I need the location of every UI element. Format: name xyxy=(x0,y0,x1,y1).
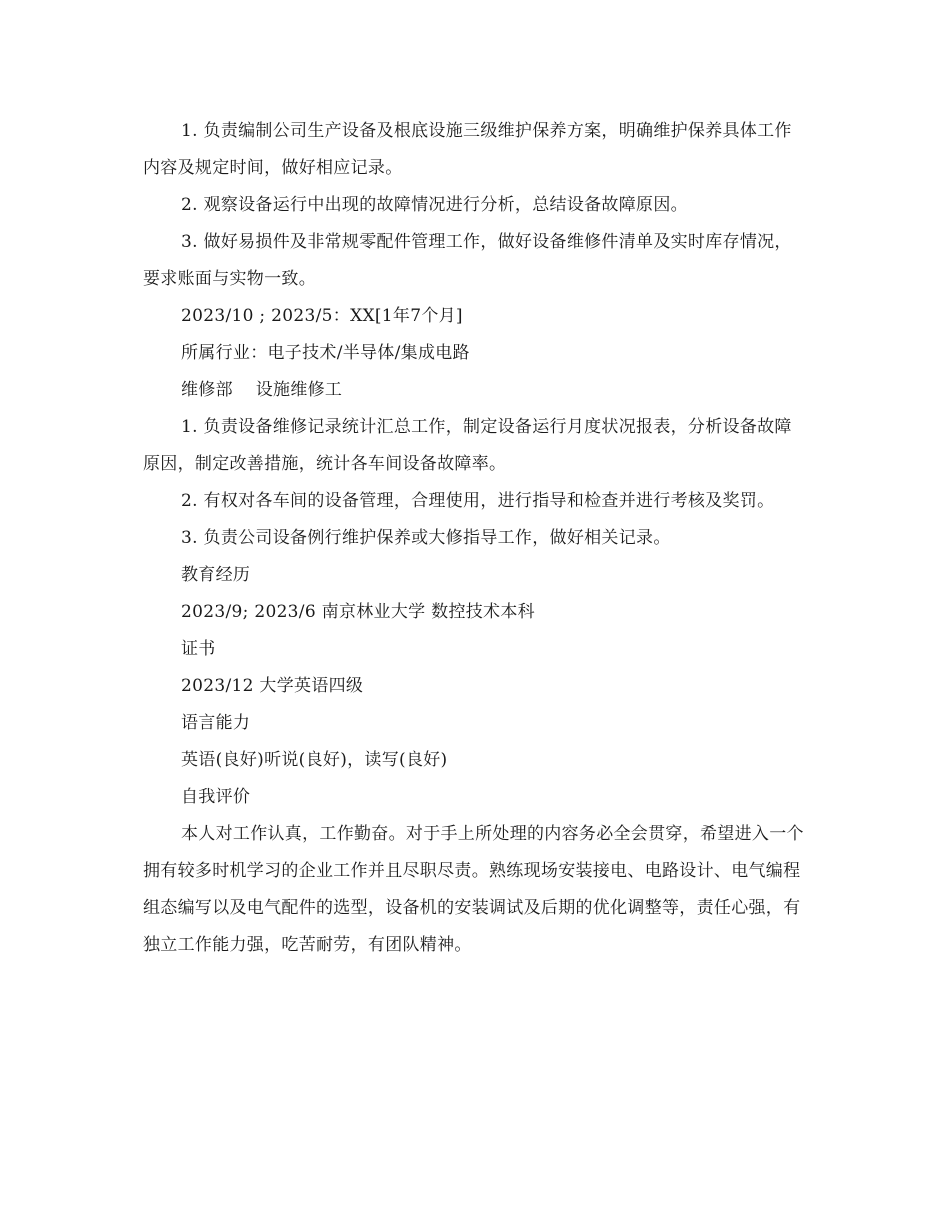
education-entry: 2023/9; 2023/6 南京林业大学 数控技术本科 xyxy=(181,602,535,622)
language-entry: 英语(良好)听说(良好)，读写(良好) xyxy=(181,750,448,770)
education-heading: 教育经历 xyxy=(181,565,251,585)
industry-line: 所属行业：电子技术/半导体/集成电路 xyxy=(181,343,470,363)
maintenance-duty-3: 3. 负责公司设备例行维护保养或大修指导工作，做好相关记录。 xyxy=(181,528,671,548)
duty-item-3: 3. 做好易损件及非常规零配件管理工作，做好设备维修件清单及实时库存情况，要求账面与实物一致。 xyxy=(143,232,792,289)
work-period: 2023/10 ; 2023/5：XX[1年7个月] xyxy=(181,306,463,326)
self-evaluation-text: 本人对工作认真，工作勤奋。对于手上所处理的内容务必全会贯穿，希望进入一个拥有较多时机学习的企业工作并且尽职尽责。熟练现场安装接电、电路设计、电气编程组态编写以及电气配件的选型，设备机的安装调试及后期的优化调整等，责任心强，有独立工作能力强，吃苦耐劳，有团队精神。 xyxy=(143,824,804,955)
maintenance-duty-1: 1. 负责设备维修记录统计汇总工作，制定设备运行月度状况报表，分析设备故障原因，制定改善措施，统计各车间设备故障率。 xyxy=(143,417,792,474)
language-heading: 语言能力 xyxy=(181,713,251,733)
certificate-heading: 证书 xyxy=(181,639,216,659)
document-body xyxy=(143,113,807,964)
department-position: 维修部 设施维修工 xyxy=(181,380,343,400)
duty-item-2: 2. 观察设备运行中出现的故障情况进行分析，总结设备故障原因。 xyxy=(181,195,688,215)
duty-item-1: 1. 负责编制公司生产设备及根底设施三级维护保养方案，明确维护保养具体工作内容及规定时间，做好相应记录。 xyxy=(143,121,792,178)
maintenance-duty-2: 2. 有权对各车间的设备管理，合理使用，进行指导和检查并进行考核及奖罚。 xyxy=(181,491,775,511)
certificate-entry: 2023/12 大学英语四级 xyxy=(181,676,364,696)
self-evaluation-heading: 自我评价 xyxy=(181,787,251,807)
